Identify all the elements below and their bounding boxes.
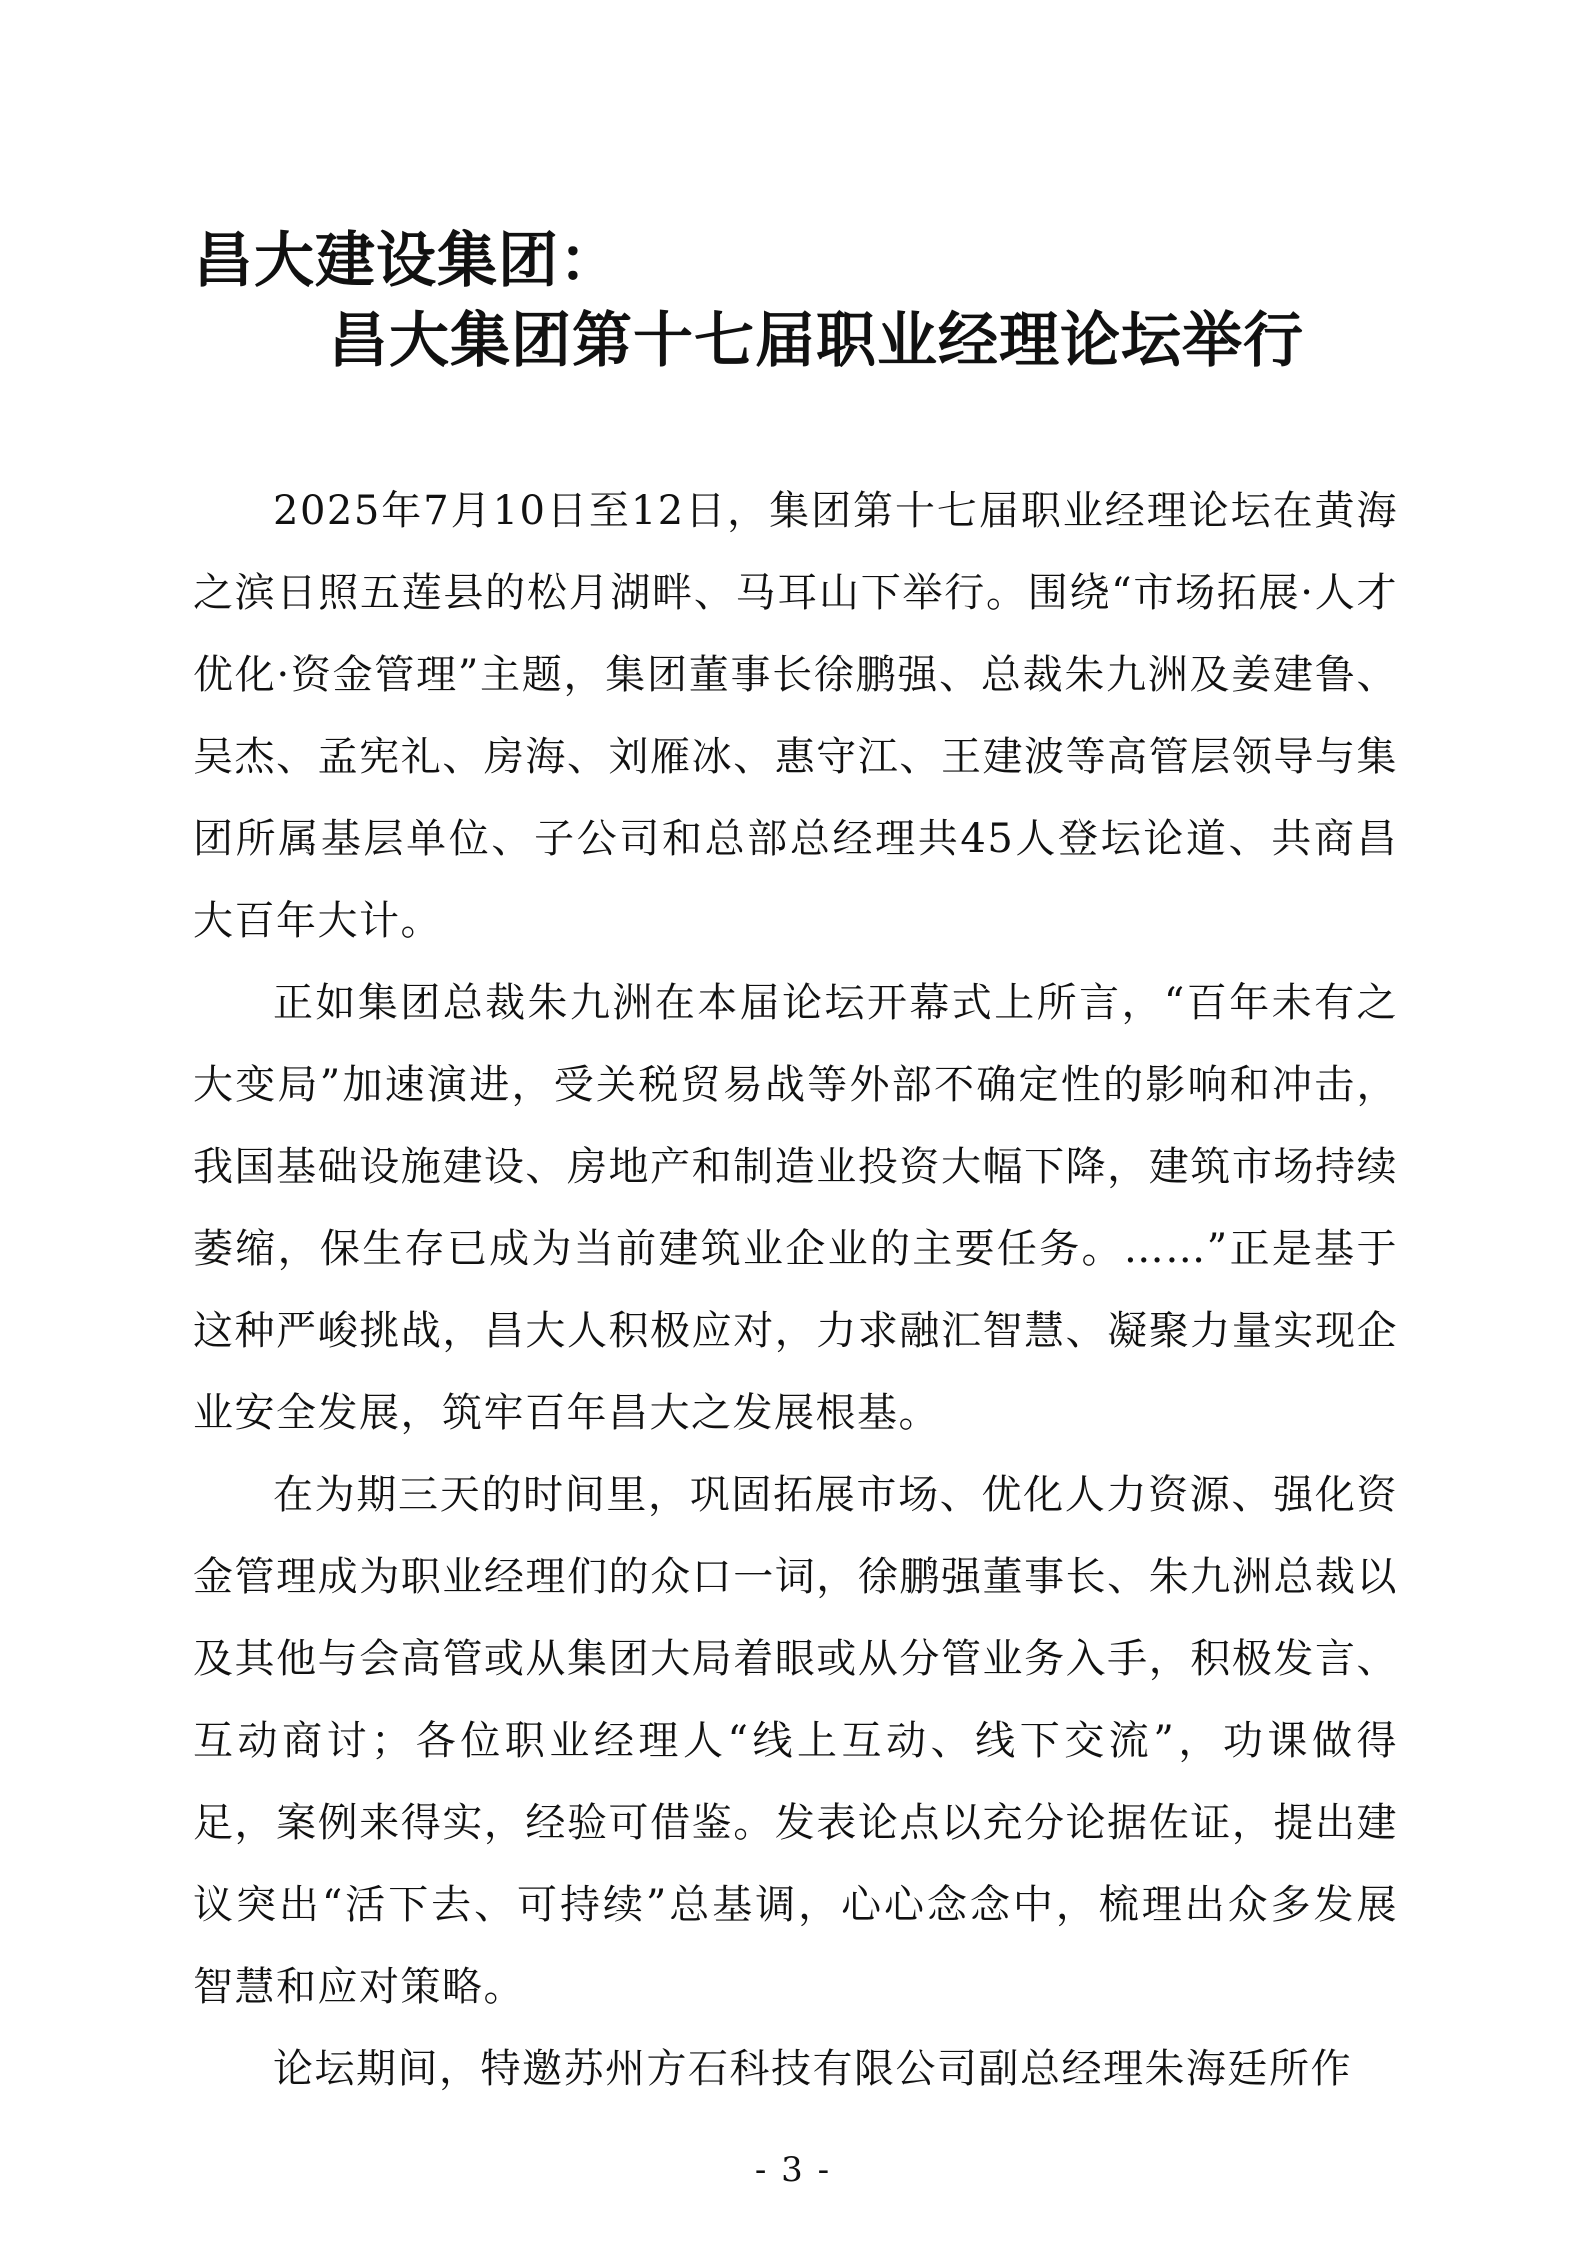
paragraph-2: 正如集团总裁朱九洲在本届论坛开幕式上所言，“百年未有之大变局”加速演进，受关税贸易战等外部不确定性的影响和冲击，我国基础设施建设、房地产和制造业投资大幅下降，建筑市场持续萎缩，保生存已成为当前建筑业企业的主要任务。……”正是基于这种严峻挑战，昌大人积极应对，力求融汇智慧、凝聚力量实现企业安全发展，筑牢百年昌大之发展根基。	[193, 980, 1398, 1436]
paragraph-4: 论坛期间，特邀苏州方石科技有限公司副总经理朱海廷所作	[273, 2046, 1352, 2092]
article-body	[193, 470, 1398, 2110]
paragraph-1: 2025年7月10日至12日，集团第十七届职业经理论坛在黄海之滨日照五莲县的松月湖畔、马耳山下举行。围绕“市场拓展·人才优化·资金管理”主题，集团董事长徐鹏强、总裁朱九洲及姜建鲁、吴杰、孟宪礼、房海、刘雁冰、惠守江、王建波等高管层领导与集团所属基层单位、子公司和总部总经理共45人登坛论道、共商昌大百年大计。	[193, 488, 1398, 944]
page-title-headline: 昌大集团第十七届职业经理论坛举行	[328, 306, 1304, 376]
page-number: - 3 -	[754, 2150, 832, 2190]
page-title-company: 昌大建设集团：	[193, 226, 620, 296]
paragraph-3: 在为期三天的时间里，巩固拓展市场、优化人力资源、强化资金管理成为职业经理们的众口一词，徐鹏强董事长、朱九洲总裁以及其他与会高管或从集团大局着眼或从分管业务入手，积极发言、互动商讨；各位职业经理人“线上互动、线下交流”，功课做得足，案例来得实，经验可借鉴。发表论点以充分论据佐证，提出建议突出“活下去、可持续”总基调，心心念念中，梳理出众多发展智慧和应对策略。	[193, 1472, 1398, 2010]
